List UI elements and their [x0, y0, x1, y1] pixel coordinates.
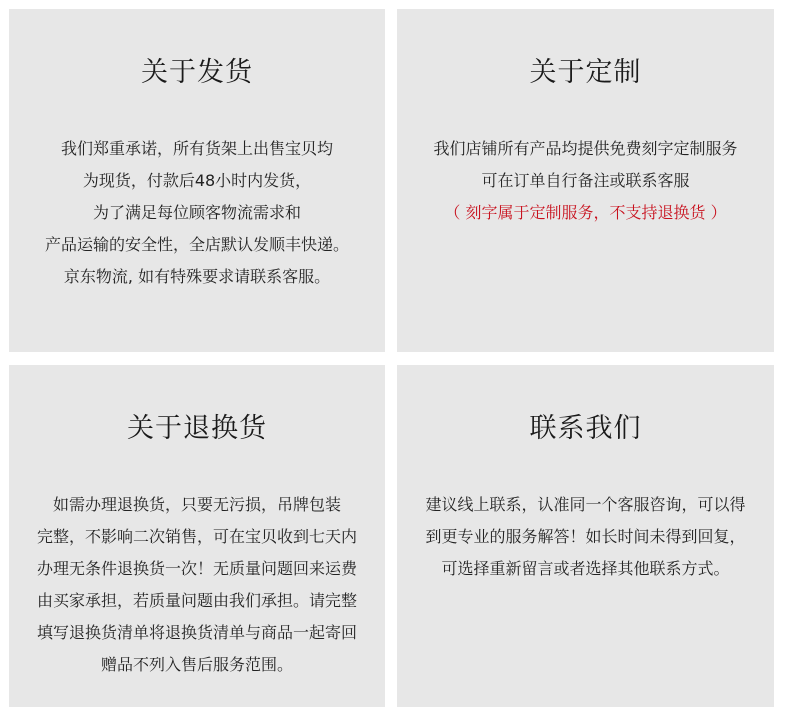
- customization-line: 我们店铺所有产品均提供免费刻字定制服务: [433, 139, 738, 158]
- contact-body: [397, 489, 774, 585]
- shipping-body: [9, 133, 385, 293]
- shipping-line: 为了满足每位顾客物流需求和: [92, 203, 301, 222]
- returns-line: 办理无条件退换货一次！无质量问题回来运费: [36, 559, 357, 578]
- shipping-line: 我们郑重承诺，所有货架上出售宝贝均: [60, 139, 333, 158]
- returns-body: [9, 489, 385, 681]
- returns-info-card: [9, 365, 385, 707]
- shipping-title: 关于发货: [141, 57, 253, 88]
- returns-line: 如需办理退换货，只要无污损，吊牌包装: [52, 495, 341, 514]
- shipping-line: 为现货，付款后48小时内发货，: [82, 171, 312, 190]
- returns-title: 关于退换货: [127, 413, 267, 444]
- contact-line: 可选择重新留言或者选择其他联系方式。: [441, 559, 730, 578]
- contact-line: 建议线上联系，认准同一个客服咨询，可以得: [425, 495, 746, 514]
- contact-title: 联系我们: [529, 413, 642, 444]
- customization-line: 可在订单自行备注或联系客服: [481, 171, 690, 190]
- returns-line: 填写退换货清单将退换货清单与商品一起寄回: [36, 623, 357, 642]
- customization-info-card: [397, 9, 774, 352]
- contact-line: 到更专业的服务解答！如长时间未得到回复，: [425, 527, 746, 546]
- customization-title: 关于定制: [529, 57, 642, 88]
- shipping-info-card: [9, 9, 385, 352]
- customization-notice: （ 刻字属于定制服务，不支持退换货 ）: [444, 203, 727, 222]
- returns-line: 完整，不影响二次销售，可在宝贝收到七天内: [36, 527, 357, 546]
- contact-info-card: [397, 365, 774, 707]
- returns-line: 赠品不列入售后服务范围。: [100, 655, 293, 674]
- customization-body: [397, 133, 774, 229]
- shipping-line: 京东物流, 如有特殊要求请联系客服。: [63, 267, 331, 286]
- returns-line: 由买家承担，若质量问题由我们承担。请完整: [36, 591, 357, 610]
- shipping-line: 产品运输的安全性，全店默认发顺丰快递。: [44, 235, 349, 254]
